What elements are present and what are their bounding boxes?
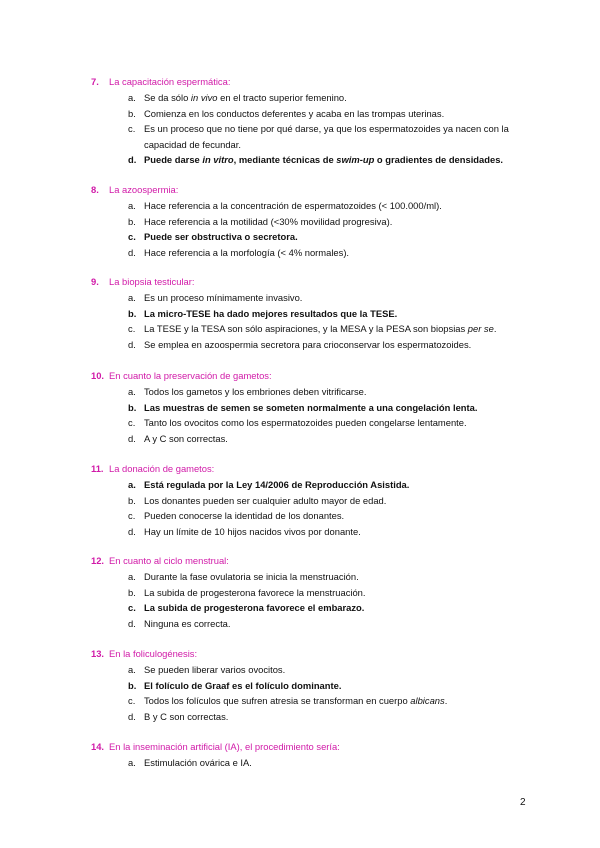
text-segment: Es un proceso mínimamente invasivo. [144, 292, 303, 303]
option-text [144, 600, 541, 616]
italic-term: swim-up [336, 154, 375, 165]
answer-option [91, 290, 541, 306]
option-letter: a. [128, 292, 136, 303]
text-segment: La micro-TESE ha dado mejores resultados que la TESE. [144, 307, 398, 319]
question-title: En cuanto la preservación de gametos: [109, 370, 272, 381]
answer-option [91, 585, 541, 601]
text-segment: Durante la fase ovulatoria se inicia la menstruación. [144, 571, 359, 582]
question-heading [91, 739, 541, 755]
option-letter: b. [128, 307, 137, 319]
question-heading [91, 553, 541, 569]
option-letter: c. [128, 695, 136, 706]
option-text [144, 585, 541, 601]
question-heading [91, 274, 541, 290]
question-heading [91, 74, 541, 90]
text-segment: . [444, 695, 448, 706]
option-letter: d. [128, 154, 137, 165]
option-letter: a. [128, 571, 136, 582]
option-letter: b. [128, 107, 136, 119]
option-text [144, 400, 541, 416]
question-heading [91, 182, 541, 198]
option-text [144, 106, 541, 122]
text-segment: Se da sólo [144, 92, 191, 103]
option-text [144, 693, 541, 709]
answer-option [91, 121, 541, 152]
question-heading [91, 368, 541, 384]
answer-option [91, 90, 541, 106]
text-segment: o gradientes de densidades. [374, 154, 504, 165]
option-text [144, 337, 541, 353]
question-title: La biopsia testicular: [109, 276, 195, 287]
option-letter: c. [128, 231, 136, 242]
answer-option [91, 431, 541, 447]
option-text [144, 569, 541, 585]
answer-option [91, 493, 541, 509]
text-segment: Es un proceso que no tiene por qué darse, ya que los espermatozoides ya nacen con la capacidad de fecundar. [144, 123, 509, 150]
option-text [144, 755, 541, 771]
question-number: 10. [91, 370, 105, 381]
option-text [144, 493, 541, 509]
text-segment: La TESE y la TESA son sólo aspiraciones, y la MESA y la PESA son biopsias [144, 323, 468, 334]
option-letter: d. [128, 432, 136, 444]
answer-option [91, 755, 541, 771]
option-text [144, 198, 541, 214]
answer-option [91, 384, 541, 400]
question-title: La azoospermia: [109, 184, 179, 195]
option-text [144, 214, 541, 230]
option-letter: c. [128, 123, 136, 134]
question-block [91, 274, 541, 352]
answer-option [91, 569, 541, 585]
option-text [144, 477, 541, 493]
option-letter: b. [128, 401, 137, 413]
answer-option [91, 400, 541, 416]
answer-option [91, 508, 541, 524]
text-segment: Hace referencia a la motilidad (<30% movilidad progresiva). [144, 215, 393, 227]
text-segment: Está regulada por la Ley 14/2006 de Reproducción Asistida. [144, 479, 410, 490]
answer-option [91, 229, 541, 245]
question-number: 12. [91, 555, 105, 566]
option-text [144, 678, 541, 694]
text-segment: Se emplea en azoospermia secretora para crioconservar los espermatozoides. [144, 338, 472, 350]
answer-option [91, 152, 541, 168]
text-segment: La subida de progesterona favorece el embarazo. [144, 602, 365, 613]
option-letter: c. [128, 510, 136, 521]
italic-term: albicans [410, 695, 445, 706]
text-segment: Ninguna es correcta. [144, 617, 231, 629]
option-letter: b. [128, 586, 136, 598]
answer-option [91, 106, 541, 122]
question-number: 14. [91, 741, 105, 752]
answer-option [91, 709, 541, 725]
text-segment: en el tracto superior femenino. [217, 92, 347, 103]
text-segment: Las muestras de semen se someten normalmente a una congelación lenta. [144, 401, 478, 413]
option-text [144, 709, 541, 725]
option-text [144, 245, 541, 261]
option-letter: a. [128, 92, 136, 103]
option-text [144, 508, 541, 524]
option-letter: a. [128, 200, 136, 211]
question-block [91, 461, 541, 539]
option-letter: c. [128, 417, 136, 428]
question-number: 13. [91, 648, 105, 659]
option-text [144, 229, 541, 245]
option-text [144, 415, 541, 431]
option-letter: a. [128, 664, 136, 675]
question-number: 8. [91, 184, 99, 195]
text-segment: Hace referencia a la morfología (< 4% normales). [144, 246, 350, 258]
question-block [91, 553, 541, 631]
text-segment: Puede darse [144, 154, 203, 165]
option-letter: a. [128, 386, 136, 397]
option-text [144, 431, 541, 447]
text-segment: Se pueden liberar varios ovocitos. [144, 664, 286, 675]
answer-option [91, 600, 541, 616]
question-title: En la foliculogénesis: [109, 648, 198, 659]
option-text [144, 662, 541, 678]
option-letter: d. [128, 710, 136, 722]
question-block [91, 646, 541, 724]
text-segment: Puede ser obstructiva o secretora. [144, 231, 298, 242]
option-text [144, 121, 541, 152]
option-letter: b. [128, 494, 136, 506]
text-segment: Pueden conocerse la identidad de los donantes. [144, 510, 345, 521]
option-text [144, 306, 541, 322]
question-title: La donación de gametos: [109, 463, 215, 474]
text-segment: , mediante técnicas de [233, 154, 337, 165]
option-text [144, 290, 541, 306]
answer-option [91, 337, 541, 353]
option-letter: d. [128, 246, 136, 258]
answer-option [91, 321, 541, 337]
option-text [144, 90, 541, 106]
question-title: En la inseminación artificial (IA), el procedimiento sería: [109, 741, 340, 752]
option-letter: d. [128, 338, 136, 350]
text-segment: Comienza en los conductos deferentes y acaba en las trompas uterinas. [144, 107, 445, 119]
text-segment: Hay un límite de 10 hijos nacidos vivos por donante. [144, 525, 361, 537]
text-segment: B y C son correctas. [144, 710, 229, 722]
text-segment: Hace referencia a la concentración de espermatozoides (< 100.000/ml). [144, 200, 442, 211]
option-text [144, 384, 541, 400]
answer-option [91, 415, 541, 431]
option-letter: a. [128, 757, 136, 768]
question-number: 11. [91, 463, 104, 474]
answer-option [91, 245, 541, 261]
question-block [91, 368, 541, 446]
question-block [91, 182, 541, 260]
question-title: La capacitación espermática: [109, 76, 231, 87]
text-segment: Tanto los ovocitos como los espermatozoides pueden congelarse lentamente. [144, 417, 467, 428]
option-letter: c. [128, 602, 136, 613]
text-segment: Estimulación ovárica e IA. [144, 757, 252, 768]
answer-option [91, 306, 541, 322]
page-number: 2 [520, 797, 526, 808]
answer-option [91, 524, 541, 540]
option-text [144, 321, 541, 337]
option-letter: d. [128, 525, 136, 537]
question-heading [91, 461, 541, 477]
option-letter: a. [128, 479, 136, 490]
answer-option [91, 616, 541, 632]
question-title: En cuanto al ciclo menstrual: [109, 555, 229, 566]
answer-option [91, 693, 541, 709]
answer-option [91, 678, 541, 694]
option-letter: b. [128, 679, 137, 691]
option-text [144, 616, 541, 632]
text-segment: Todos los gametos y los embriones deben vitrificarse. [144, 386, 367, 397]
italic-term: per se [467, 323, 494, 334]
question-number: 7. [91, 76, 99, 87]
option-letter: c. [128, 323, 136, 334]
text-segment: A y C son correctas. [144, 432, 228, 444]
question-heading [91, 646, 541, 662]
italic-term: in vitro [202, 154, 234, 165]
text-segment: La subida de progesterona favorece la menstruación. [144, 586, 366, 598]
italic-term: in vivo [190, 92, 218, 103]
question-block [91, 739, 541, 771]
answer-option [91, 214, 541, 230]
text-segment: Todos los folículos que sufren atresia se transforman en cuerpo [144, 695, 411, 706]
text-segment: Los donantes pueden ser cualquier adulto mayor de edad. [144, 494, 387, 506]
answer-option [91, 477, 541, 493]
option-text [144, 152, 541, 168]
text-segment: . [493, 323, 497, 334]
answer-option [91, 662, 541, 678]
option-text [144, 524, 541, 540]
question-block [91, 74, 541, 168]
answer-option [91, 198, 541, 214]
option-letter: b. [128, 215, 136, 227]
option-letter: d. [128, 617, 136, 629]
question-number: 9. [91, 276, 99, 287]
text-segment: El folículo de Graaf es el folículo dominante. [144, 679, 342, 691]
